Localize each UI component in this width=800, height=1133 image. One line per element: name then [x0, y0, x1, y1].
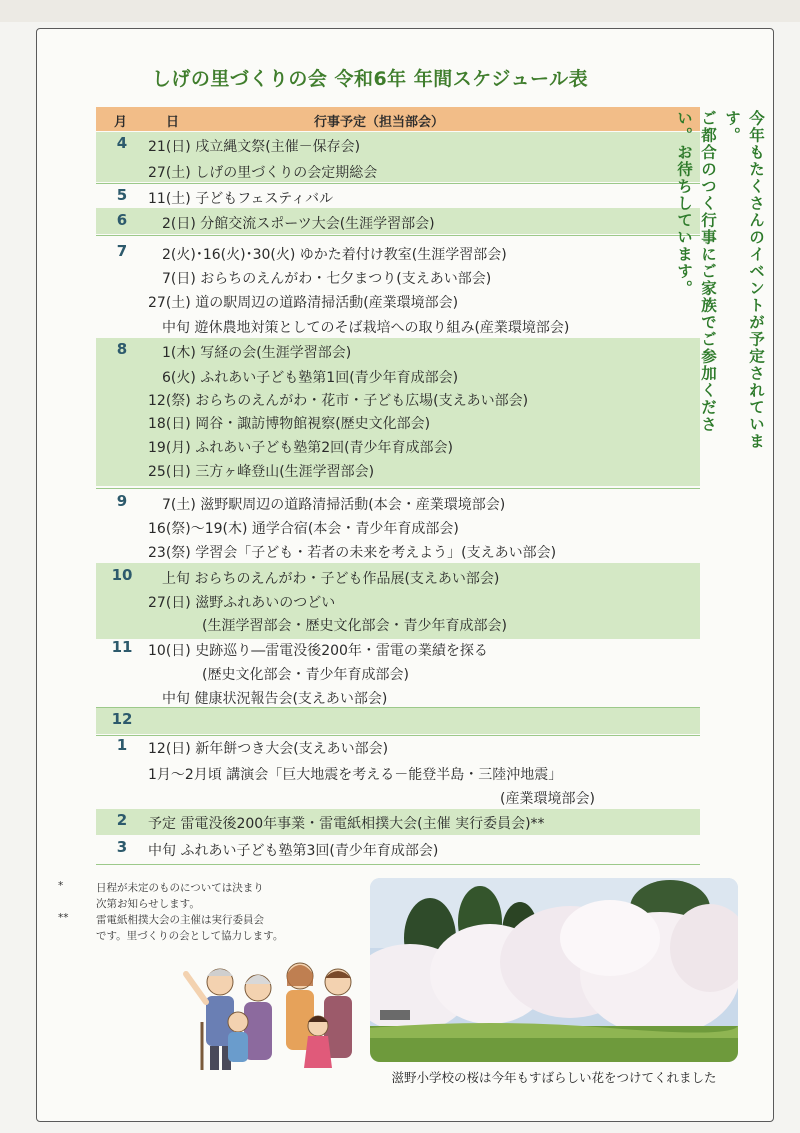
event-row: 予定 雷電没後200年事業・雷電紙相撲大会(主催 実行委員会)** — [148, 816, 545, 832]
child-figure — [228, 1012, 248, 1062]
month-label: 5 — [116, 186, 128, 204]
note-text: 次第お知らせします。 — [96, 898, 200, 910]
event-row: 19(月) ふれあい子ども塾第2回(青少年育成部会) — [148, 440, 454, 456]
header-month: 月 — [114, 115, 128, 130]
month-label: 7 — [116, 242, 128, 260]
note-text: 日程が未定のものについては決まり — [96, 882, 264, 894]
event-row: 6(火) ふれあい子ども塾第1回(青少年育成部会) — [162, 370, 459, 386]
month-label: 12 — [111, 710, 133, 728]
month-label: 2 — [116, 811, 128, 829]
grandmother-figure — [244, 975, 272, 1060]
event-row: 中旬 ふれあい子ども塾第3回(青少年育成部会) — [148, 843, 439, 859]
side-message — [675, 110, 768, 455]
event-row: 12(日) 新年餅つき大会(支えあい部会) — [148, 741, 389, 757]
month-label: 11 — [111, 638, 133, 656]
event-row: 23(祭) 学習会「子ども・若者の未来を考えよう」(支えあい部会) — [148, 545, 557, 561]
band-december — [96, 708, 700, 734]
month-label: 6 — [116, 211, 128, 229]
side-message-line: 今年もたくさんのイベントが予定されています。 — [723, 110, 765, 450]
event-row: (生涯学習部会・歴史文化部会・青少年育成部会) — [202, 618, 507, 634]
month-label: 9 — [116, 492, 128, 510]
note-mark: ** — [58, 912, 69, 924]
event-row: 11(土) 子どもフェスティバル — [148, 191, 334, 207]
month-label: 10 — [111, 566, 133, 584]
event-row: 27(日) 滋野ふれあいのつどい — [148, 595, 336, 611]
event-row: 25(日) 三方ヶ峰登山(生涯学習部会) — [148, 464, 375, 480]
month-label: 3 — [116, 838, 128, 856]
separator — [96, 183, 700, 184]
top-strip — [0, 0, 800, 22]
child-figure — [304, 1016, 332, 1068]
photo-caption: 滋野小学校の桜は今年もすばらしい花をつけてくれました — [391, 1070, 717, 1085]
month-label: 4 — [116, 134, 128, 152]
event-row: 2(火)･16(火)･30(火) ゆかた着付け教室(生涯学習部会) — [162, 247, 507, 263]
separator — [96, 735, 700, 736]
month-label: 1 — [116, 736, 128, 754]
grandfather-figure — [186, 969, 234, 1070]
separator — [96, 235, 700, 236]
cherry-blossom-photo — [370, 878, 738, 1062]
table-end-line — [96, 864, 700, 865]
side-message-line: ご都合のつく行事にご家族でご参加ください。お待ちしています。 — [675, 110, 717, 433]
header-event: 行事予定（担当部会） — [314, 115, 445, 130]
note-text: です。里づくりの会として協力します。 — [96, 930, 284, 942]
event-row: (産業環境部会) — [500, 791, 595, 807]
event-row: 上旬 おらちのえんがわ・子ども作品展(支えあい部会) — [162, 571, 500, 587]
event-row: 1月～2月頃 講演会「巨大地震を考える－能登半島・三陸沖地震」 — [148, 767, 563, 783]
event-row: 18(日) 岡谷・諏訪博物館視察(歴史文化部会) — [148, 416, 431, 432]
event-row: 中旬 健康状況報告会(支えあい部会) — [162, 691, 388, 707]
event-row: 2(日) 分館交流スポーツ大会(生涯学習部会) — [162, 216, 435, 232]
separator — [96, 488, 700, 489]
event-row: 27(土) 道の駅周辺の道路清掃活動(産業環境部会) — [148, 295, 459, 311]
event-row: 中旬 遊休農地対策としてのそば栽培への取り組み(産業環境部会) — [162, 320, 570, 336]
family-illustration — [172, 952, 364, 1074]
event-row: 12(祭) おらちのえんがわ・花市・子ども広場(支えあい部会) — [148, 393, 529, 409]
event-row: 16(祭)～19(木) 通学合宿(本会・青少年育成部会) — [148, 521, 459, 537]
photo-illustration — [370, 878, 738, 1062]
event-row: 10(日) 史跡巡り―雷電没後200年・雷電の業績を探る — [148, 643, 488, 659]
page-title: しげの里づくりの会 令和6年 年間スケジュール表 — [151, 68, 589, 90]
note-text: 雷電紙相撲大会の主催は実行委員会 — [96, 914, 264, 926]
header-day: 日 — [166, 115, 180, 130]
month-label: 8 — [116, 340, 128, 358]
event-row: 7(日) おらちのえんがわ・七夕まつり(支えあい部会) — [162, 271, 492, 287]
event-row: 21(日) 戌立縄文祭(主催－保存会) — [148, 139, 361, 155]
event-row: 27(土) しげの里づくりの会定期総会 — [148, 165, 378, 181]
event-row: (歴史文化部会・青少年育成部会) — [202, 667, 409, 683]
event-row: 7(土) 滋野駅周辺の道路清掃活動(本会・産業環境部会) — [162, 497, 506, 513]
table-header — [96, 107, 700, 131]
note-mark: * — [58, 880, 64, 892]
event-row: 1(木) 写経の会(生涯学習部会) — [162, 345, 352, 361]
